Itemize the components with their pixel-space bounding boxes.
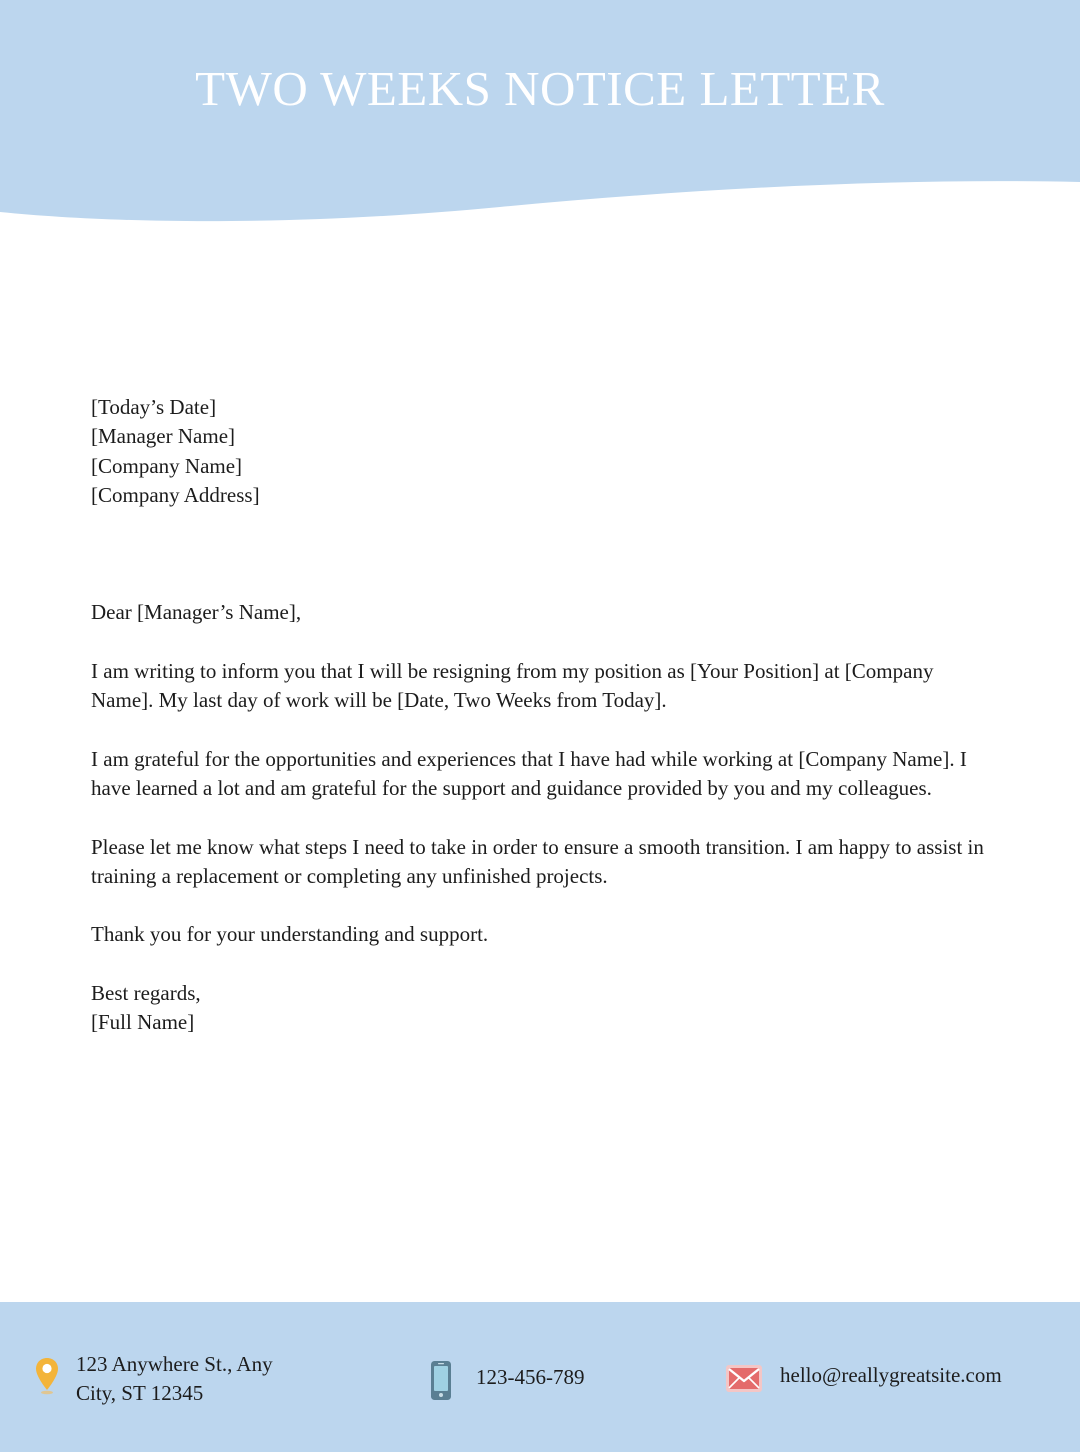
company-name-line: [Company Name]	[91, 453, 243, 478]
phone-text: 123-456-789	[476, 1365, 585, 1389]
signature: [Full Name]	[91, 1010, 195, 1035]
letter-body	[91, 393, 991, 1038]
footer-phone	[420, 1360, 640, 1400]
address-line-2: City, ST 12345	[76, 1381, 204, 1405]
body-paragraph-gratitude: I am grateful for the opportunities and experiences that I have had while working at [Company Name]. I have learned a lot and am grateful for the support and guidance provided by you and my colleagues.	[91, 746, 967, 800]
footer-email	[720, 1358, 1040, 1398]
footer-address	[30, 1350, 330, 1410]
smartphone-icon	[428, 1360, 454, 1402]
salutation: Dear [Manager’s Name],	[91, 600, 302, 625]
date-line: [Today’s Date]	[91, 395, 217, 419]
page-title: TWO WEEKS NOTICE LETTER	[195, 61, 885, 116]
header-wave-shape	[0, 0, 1080, 240]
address-text	[76, 1350, 273, 1408]
body-paragraph-resignation: I am writing to inform you that I will be resigning from my position as [Your Position] at [Company Name]. My last day of work will be [Date, Two Weeks from Today].	[91, 658, 934, 713]
company-address-line: [Company Address]	[91, 482, 260, 507]
address-line-1: 123 Anywhere St., Any	[76, 1352, 273, 1376]
body-paragraph-transition: Please let me know what steps I need to take in order to ensure a smooth transition. I am happy to assist in training a replacement or completing any unfinished projects.	[91, 834, 984, 888]
envelope-icon	[724, 1362, 764, 1396]
location-pin-icon	[34, 1356, 60, 1396]
email-text[interactable]: hello@reallygreatsite.com	[780, 1363, 1002, 1387]
body-paragraph-thanks: Thank you for your understanding and support.	[91, 922, 489, 947]
header-banner	[0, 0, 1080, 240]
manager-name-line: [Manager Name]	[91, 424, 236, 449]
recipient-address-block	[91, 393, 991, 510]
closing: Best regards,	[91, 981, 201, 1006]
